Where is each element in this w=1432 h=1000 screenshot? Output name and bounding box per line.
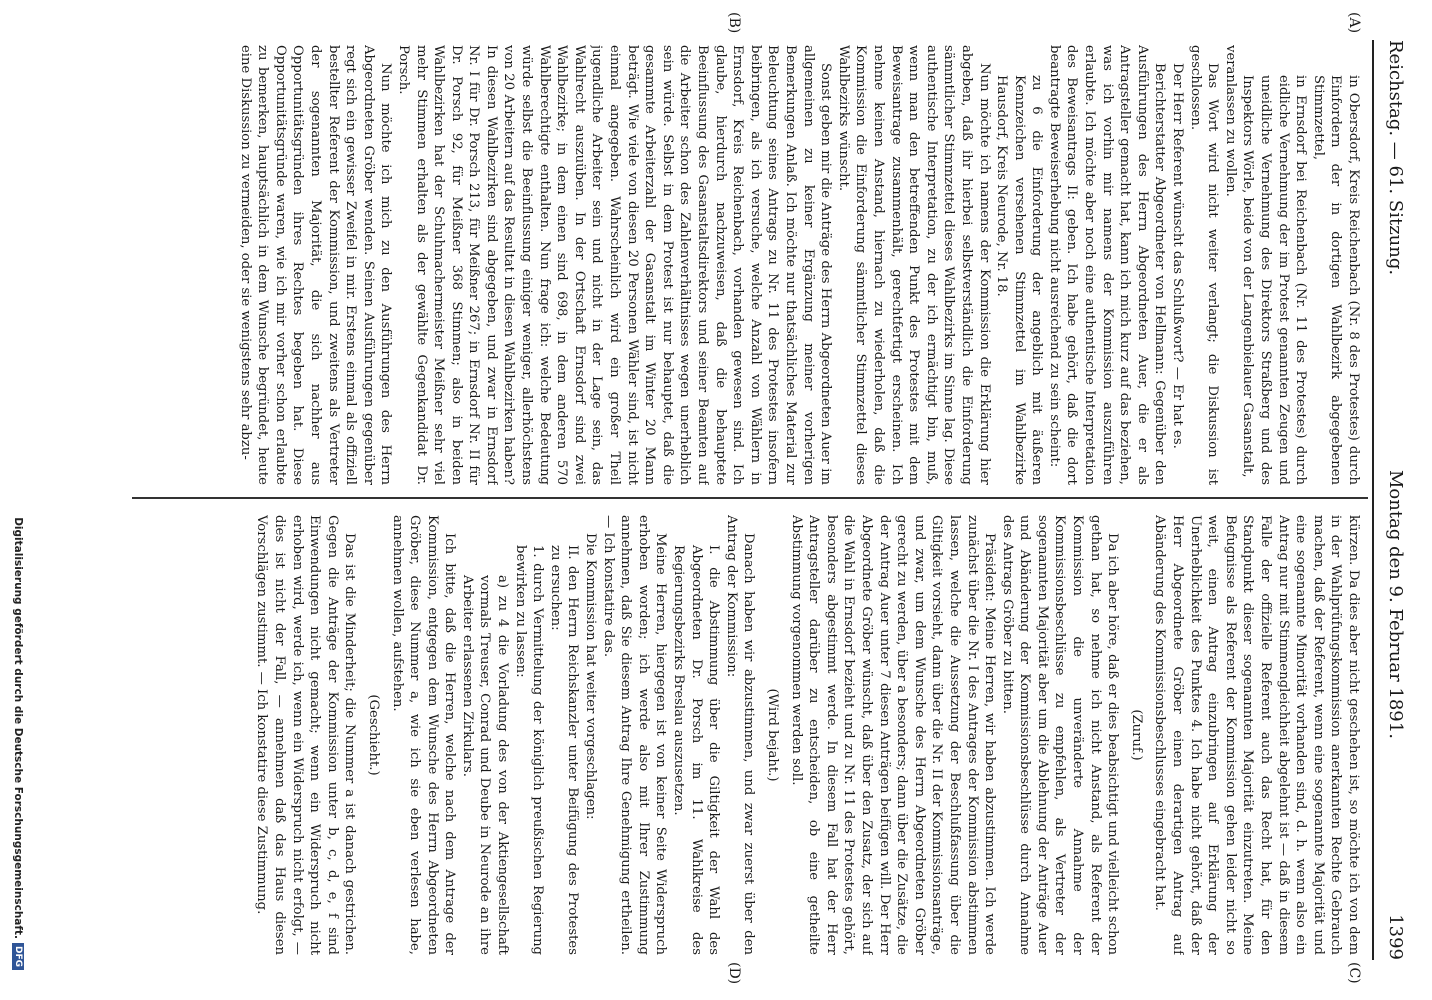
paragraph: 1. durch Vermittelung der königlich preußischen Regierung bewirken zu lassen:: [512, 545, 546, 955]
paragraph: Präsident: Meine Herren, wir haben abzustimmen. Ich werde zunächst über die Nr. I des Antrages der Kommission abstimmen lassen, welche die Aussetzung der Beschlußfassung über die Giltigkeit vorsieht, dann über die Nr. II der Kommissionsanträge, und zwar, um dem Wunsche des Herrn Abgeordneten Gröber gerecht zu werden, über a besonders; dann über die Zusätze, die der Antrag Auer unter 7 diesen Anträgen beifügen will. Der Herr Abgeordnete Gröber wünscht, daß über den Zusatz, der sich auf die Wahl in Ernsdorf bezieht und zu Nr. 11 des Protestes gehört, besonders abgestimmt werde. In diesem Fall hat der Herr Antragsteller darüber zu entscheiden, ob eine getheilte Abstimmung vorgenommen werden soll.: [788, 515, 998, 955]
paragraph: Die Kommission hat weiter vorgeschlagen:: [583, 533, 599, 820]
right-text-column: [132, 515, 1362, 955]
paragraph: Das Wort wird nicht weiter verlangt; die Diskussion ist geschlossen.: [1187, 45, 1221, 485]
dfg-logo: DFG: [12, 943, 24, 970]
header-session: Reichstag. — 61. Sitzung.: [1385, 40, 1406, 276]
page-number: 1399: [1385, 914, 1406, 960]
paragraph: Danach haben wir abzustimmen, und zwar zuerst über den Antrag der Kommission:: [723, 515, 757, 955]
margin-marker-b: (B): [726, 12, 742, 34]
digitization-credit: [12, 110, 24, 970]
header-rule: [1372, 40, 1374, 960]
margin-marker-c: (C): [1346, 962, 1362, 984]
paragraph: (Geschieht.): [365, 694, 381, 776]
paragraph: Da ich aber höre, daß er dies beabsichtigt und vielleicht schon gethan hat, so nehme ich nicht Anstand, als Referent der Kommission die unveränderte Annahme der Kommissionsbeschlüsse zu empfehlen, als Vertreter der sogenannten Majorität aber um die Ablehnung der Anträge Auer und Abänderung der Kommissionsbeschlüsse durch Annahme des Antrags Gröber zu bitten.: [999, 515, 1121, 955]
column-divider: [132, 497, 1368, 499]
paragraph: Das ist die Minderheit; die Nummer a ist danach gestrichen. Gegen die Anträge der Kommission unter b, c, d, e, f sind Einwendungen nicht gemacht; wenn ein Widerspruch nicht erhoben wird, werde ich, wenn ein Widerspruch nicht erfolgt, — dies ist nicht der Fall, — annehmen daß das Haus diesen Vorschlägen zustimmt. — Ich konstatire diese Zustimmung.: [254, 515, 358, 955]
paragraph: in Ernsdorf bei Reichenbach (Nr. 11 des Protestes) durch eidliche Vernehmung der im Protest genannten Zeugen und uneidliche Vernehmung des Direktors Straßberg und des Inspektors Wörle, beide von der Langenbielauer Gasanstalt,: [1240, 75, 1309, 485]
paragraph: in Obersdorf, Kreis Reichenbach (Nr. 8 des Protestes) durch Einfordern der in dortigen Wahlbezirk abgegebenen Stimmzettel,: [1310, 75, 1361, 485]
paragraph: Berichterstatter Abgeordneter von Hellmann: Gegenüber den Ausführungen des Herrn Abgeordneten Auer, die er als Antragsteller gemacht hat, kann ich mich kurz auf das beziehen, was ich vorhin mir namens der Kommission auszuführen erlaubte. Ich möchte aber noch eine authentische Interpretation des Beweisantrags II: geben. Ich habe gehört, daß die dort beantragte Beweiserhebung nicht ausreichend zu sein scheint:: [1046, 45, 1168, 485]
paragraph: Meine Herren, hiergegen ist von keiner Seite Widerspruch erhoben worden; ich werde also mit Ihrer Zustimmung annehmen, daß Sie diesem Antrag Ihre Genehmigung ertheilen. — Ich konstatire das.: [600, 515, 669, 955]
paragraph: zu 6 die Einforderung der angeblich mit äußeren Kennzeichen versehenen Stimmzettel im Wahlbezirke Hausdorf, Kreis Neurode, Nr. 18.: [994, 75, 1045, 485]
paragraph: Ich bitte, daß die Herren, welche nach dem Antrage der Kommission, entgegen dem Wunsche des Herrn Abgeordneten Gröber, diese Nummer a, wie ich sie eben verlesen habe, annehmen wollen, aufstehen.: [389, 515, 458, 955]
margin-marker-d: (D): [726, 962, 742, 985]
paragraph: kürzen. Da dies aber nicht geschehen ist, so möchte ich von dem in der Wahlprüfungskommission anerkannten Rechte Gebrauch machen, daß der Referent, wenn eine sogenannte Majorität und eine sogenannte Minorität vorhanden sind, d. h. wenn also ein Antrag nur mit Stimmengleichheit abgelehnt ist — daß in diesem Falle der offizielle Referent auch das Recht hat, für den Standpunkt dieser sogenannten Majorität einzutreten. Meine Befugnisse als Referent der Kommission gehen leider nicht so weit, einen Antrag einzubringen auf Erklärung der Unerheblichkeit des Punktes 4. Ich habe nicht gehört, daß der Herr Abgeordnete Gröber einen derartigen Antrag auf Abänderung des Kommissionsbeschlusses eingebracht hat.: [1152, 515, 1361, 955]
paragraph: Nun möchte ich mich zu den Ausführungen des Herrn Abgeordneten Gröber wenden. Seinen Ausführungen gegenüber regt sich ein gewisser Zweifel in mir. Erstens einmal als offiziell bestellter Referent der Kommission, und zweitens als Vertreter der sogenannten Majorität, die sich nachher aus Opportunitätsgründen ihres Rechtes begeben hat. Diese Opportunitätsgründe waren, wie ich mir vorher schon erlaubte zu bemerken, hauptsächlich in dem Wunsche begründet, heute eine Diskussion zu vermeiden, oder sie wenigstens sehr abzu-: [237, 45, 394, 485]
paragraph: I. die Abstimmung über die Giltigkeit der Wahl des Abgeordneten Dr. Porsch im 11. Wahlkreise des Regierungsbezirks Breslau auszusetzen.: [671, 545, 722, 955]
left-text-column: [132, 45, 1362, 485]
paragraph: (Zuruf.): [1128, 709, 1144, 761]
paragraph: Sonst geben mir die Anträge des Herrn Abgeordneten Auer im allgemeinen zu keiner Ergänzung meiner vorherigen Bemerkungen Anlaß. Ich möchte nur thatsächliches Material zur Beleuchtung seines Antrags zu Nr. 11 des Protestes insofern beibringen, als ich versuche, welche Anzahl von Wählern in Ernsdorf, Kreis Reichenbach, vorhanden gewesen sind. Ich glaube, hierdurch nachzuweisen, daß die behauptete Beeinflussung des Gasanstaltsdirektors und seiner Beamten auf die Arbeiter schon des Zahlenverhältnisses wegen unerheblich sein würde. Selbst in dem Protest ist nur behauptet, daß die gesammte Arbeiterzahl der Gasanstalt im Winter 20 Mann beträgt. Wie viele von diesen 20 Personen Wähler sind, ist nicht einmal angegeben. Wahrscheinlich wird ein großer Theil jugendliche Arbeiter sein und nicht in der Lage sein, das Wahlrecht auszuüben. In der Ortschaft Ernsdorf sind zwei Wahlbezirke; in dem einen sind 698, in dem anderen 570 Wahlberechtigte enthalten. Nun frage ich: welche Bedeutung würde selbst die Beeinflussung einiger weniger, allerhöchstens von 20 Arbeitern auf das Resultat in diesen Wahlbezirken haben? In diesen Wahlbezirken sind abgegeben, und zwar in Ernsdorf Nr. I für Dr. Porsch 213, für Meißner 267; in Ernsdorf Nr. II für Dr. Porsch 92, für Meißner 368 Stimmen; also in beiden Wahlbezirken hat der Schuhmachermeister Meißner sehr viel mehr Stimmen erhalten als der gewählte Gegenkandidat Dr. Porsch.: [395, 45, 834, 485]
credit-text: Digitalisierung gefördert durch die Deutsche Forschungsgemeinschaft.: [12, 517, 24, 939]
paragraph: veranlassen zu wollen.: [1222, 45, 1238, 197]
page-header: [1372, 40, 1414, 960]
margin-marker-a: (A): [1346, 12, 1362, 34]
paragraph: a) zu 4 die Vorladung des von der Aktiengesellschaft vormals Treuser, Conrad und Deube in Neurode an ihre Arbeiter erlassenen Zirkulars.: [459, 575, 511, 955]
paragraph: Nun möchte ich namens der Kommission die Erklärung hier abgeben, daß ihr hierbei selbstverständlich die Einforderung sämmtlicher Stimmzettel dieses Wahlbezirks im Sinne lag. Diese authentische Interpretation, zu der ich ermächtigt bin, muß, wenn man den betreffenden Punkt des Protestes mit dem Beweisantrage zusammenhält, gerechtfertigt erscheinen. Ich nehme keinen Anstand, hiernach zu wiederholen, daß die Kommission die Einforderung sämmtlicher Stimmzettel dieses Wahlbezirks wünscht.: [835, 45, 992, 485]
paragraph: Der Herr Referent wünscht das Schlußwort? — Er hat es.: [1170, 63, 1186, 449]
header-date: Montag den 9. Februar 1891.: [1385, 470, 1406, 739]
paragraph: II. den Herrn Reichskanzler unter Beifügung des Protestes zu ersuchen:: [547, 545, 581, 955]
paragraph: (Wird bejaht.): [765, 688, 780, 782]
